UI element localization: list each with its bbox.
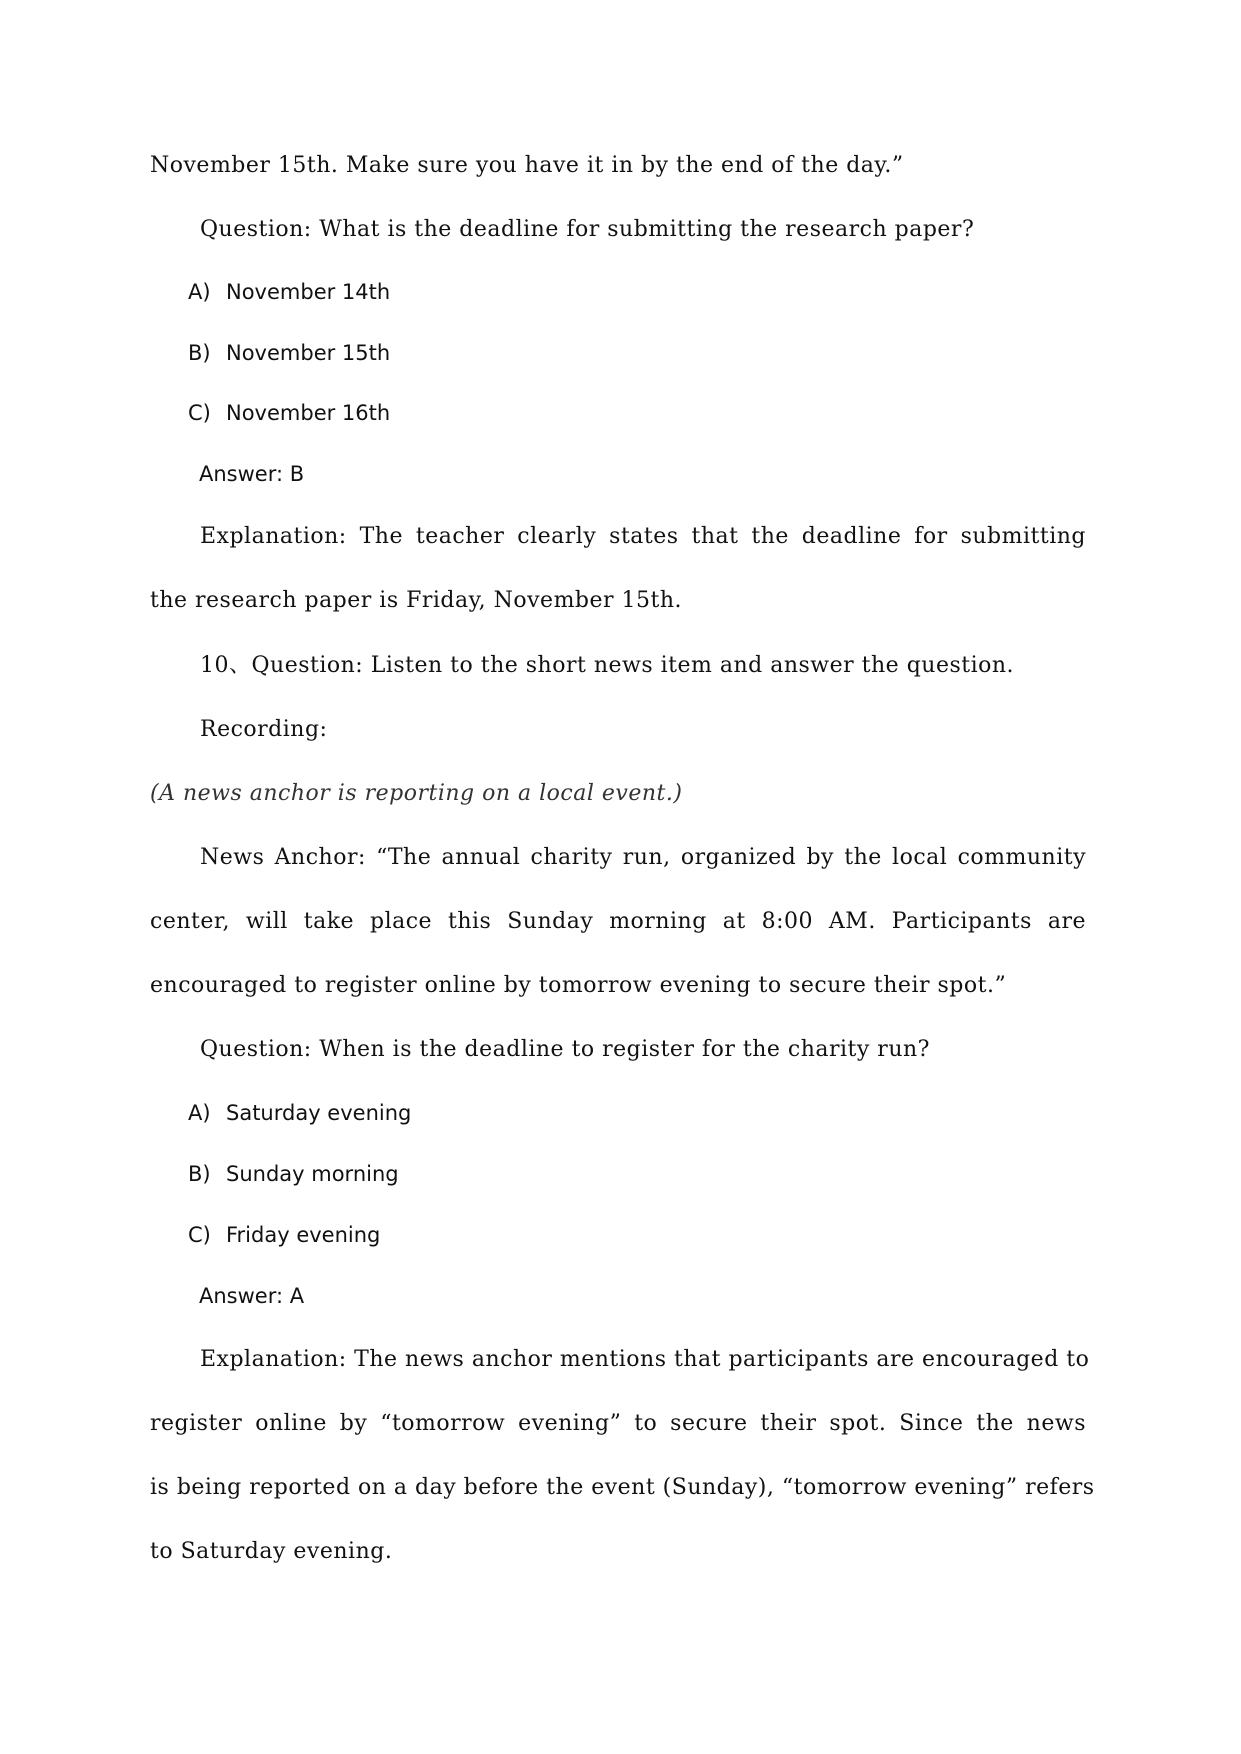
q10-explanation-line-1: Explanation: The news anchor mentions that participants are encouraged to [200, 1347, 1090, 1372]
option-text: Friday evening [226, 1223, 381, 1247]
option-text: November 16th [226, 401, 391, 425]
option-text: Sunday morning [226, 1162, 399, 1186]
q9-answer: Answer: B [199, 462, 305, 486]
q10-explanation-line-4: to Saturday evening. [150, 1539, 393, 1564]
q9-explanation-line-1: Explanation: The teacher clearly states that the deadline for submitting [200, 524, 1086, 549]
q9-explanation-line-2: the research paper is Friday, November 15th. [150, 588, 683, 613]
option-text: November 15th [226, 341, 391, 365]
recording-label: Recording: [200, 717, 328, 742]
option-letter: C) [188, 1223, 211, 1247]
question-10-prompt: Question: When is the deadline to register for the charity run? [200, 1037, 930, 1062]
q10-explanation-line-3: is being reported on a day before the event (Sunday), “tomorrow evening” refers [150, 1475, 1095, 1500]
q10-explanation-line-2: register online by “tomorrow evening” to secure their spot. Since the news [150, 1411, 1086, 1436]
stage-direction: (A news anchor is reporting on a local event.) [150, 781, 683, 806]
option-text: November 14th [226, 280, 391, 304]
q10-option-b [188, 1164, 399, 1185]
anchor-line-1: News Anchor: “The annual charity run, organized by the local community [200, 845, 1086, 870]
option-letter: B) [188, 341, 211, 365]
question-10-heading: 10、Question: Listen to the short news item and answer the question. [200, 653, 1015, 678]
q9-option-b [188, 343, 390, 364]
q10-option-a [188, 1103, 411, 1124]
q10-answer: Answer: A [199, 1284, 305, 1308]
option-text: Saturday evening [226, 1101, 412, 1125]
option-letter: A) [188, 1101, 211, 1125]
anchor-line-2: center, will take place this Sunday morning at 8:00 AM. Participants are [150, 909, 1086, 934]
option-letter: C) [188, 401, 211, 425]
option-letter: B) [188, 1162, 211, 1186]
q9-option-c [188, 403, 390, 424]
q9-option-a [188, 282, 390, 303]
anchor-line-3: encouraged to register online by tomorrow evening to secure their spot.” [150, 973, 1007, 998]
question-9-prompt: Question: What is the deadline for submitting the research paper? [200, 217, 975, 242]
continued-text-line: November 15th. Make sure you have it in by the end of the day.” [150, 153, 904, 178]
option-letter: A) [188, 280, 211, 304]
q10-option-c [188, 1225, 380, 1246]
